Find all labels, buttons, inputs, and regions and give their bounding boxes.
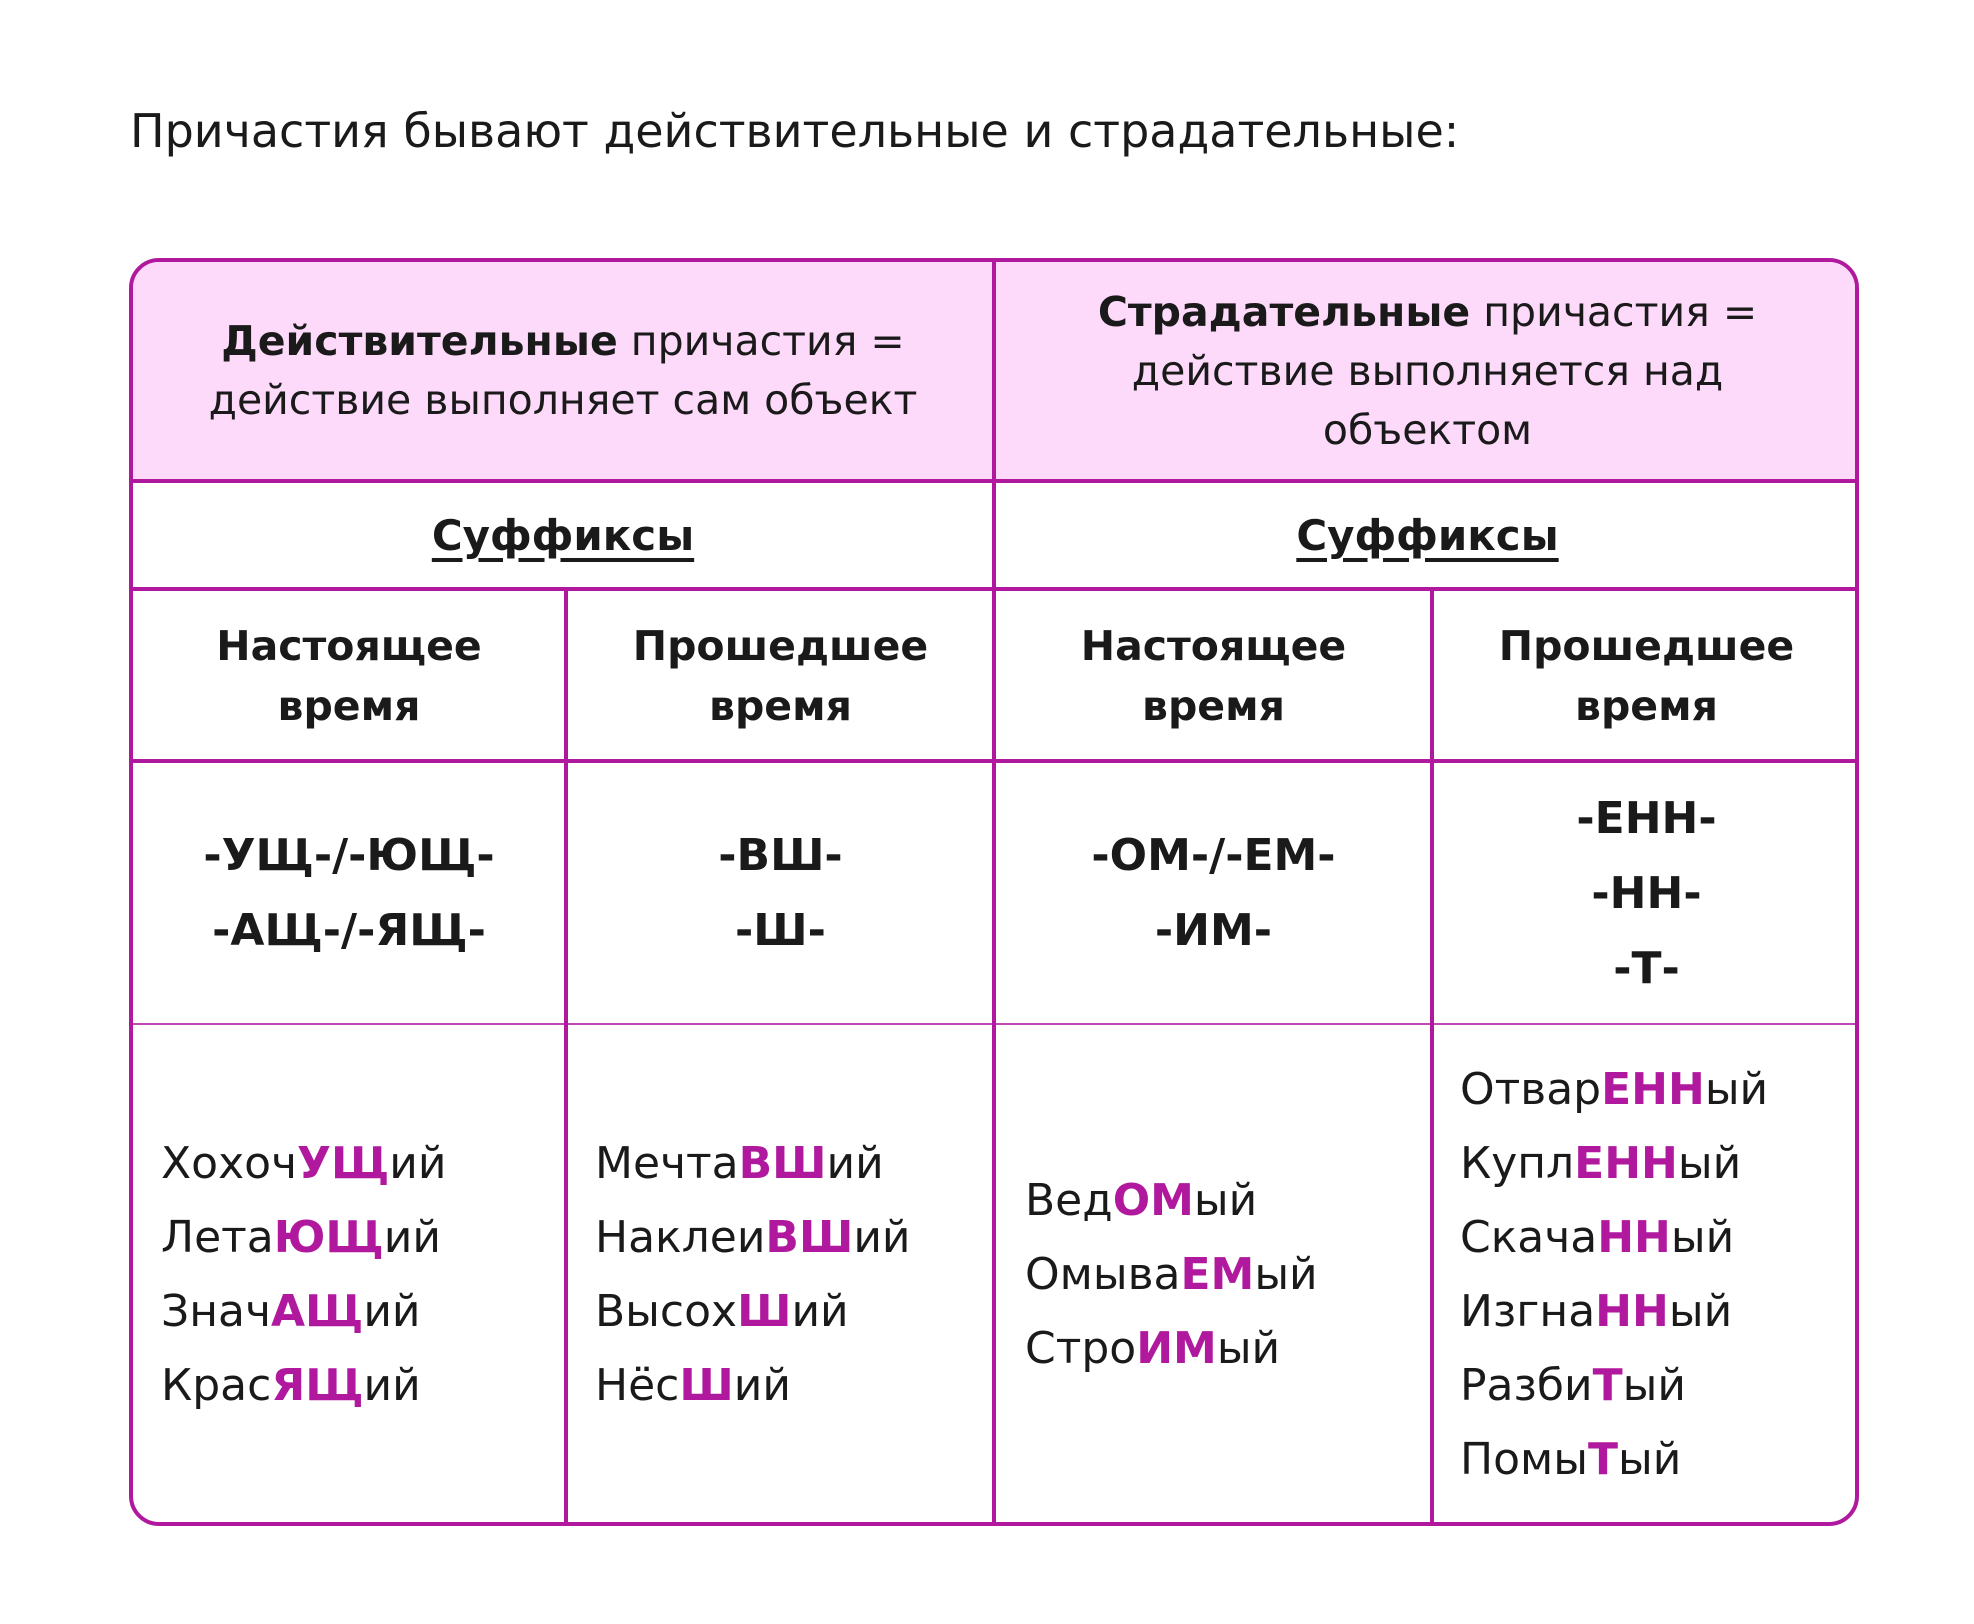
highlighted-suffix: Ш bbox=[737, 1286, 792, 1337]
example-word: СтроИМый bbox=[1025, 1323, 1281, 1374]
active-present-examples bbox=[161, 1025, 561, 1525]
passive-present-examples bbox=[1025, 1025, 1427, 1525]
example-word: ПомыТый bbox=[1460, 1434, 1682, 1485]
highlighted-suffix: ВШ bbox=[738, 1138, 827, 1189]
active-past-suffixes bbox=[568, 763, 993, 1023]
passive-suffixes-cell bbox=[996, 483, 1859, 588]
highlighted-suffix: Ш bbox=[679, 1360, 734, 1411]
tense-label: время bbox=[277, 681, 421, 730]
highlighted-suffix: АЩ bbox=[270, 1286, 364, 1337]
active-present-tense-cell bbox=[133, 591, 565, 760]
example-word: НаклеиВШий bbox=[595, 1212, 911, 1263]
tense-label: Прошедшее bbox=[1498, 621, 1795, 670]
example-word: КрасЯЩий bbox=[161, 1360, 421, 1411]
example-word: ЛетаЮЩий bbox=[161, 1212, 441, 1263]
highlighted-suffix: ЕНН bbox=[1601, 1064, 1705, 1115]
passive-definition-line2: объектом bbox=[1322, 405, 1533, 454]
passive-suffixes-label: Суффиксы bbox=[1296, 511, 1559, 560]
highlighted-suffix: Т bbox=[1587, 1434, 1618, 1485]
passive-header-cell bbox=[996, 262, 1859, 480]
tense-label: время bbox=[1575, 681, 1718, 730]
suffix-form: -Т- bbox=[1613, 942, 1680, 994]
intro-text: Причастия бывают действительные и страдательные: bbox=[130, 104, 1460, 158]
passive-header-line1 bbox=[1098, 283, 1757, 342]
suffix-form: -ЕНН- bbox=[1576, 792, 1717, 844]
suffix-form: -УЩ-/-ЮЩ- bbox=[203, 830, 495, 881]
example-word: ВедОМый bbox=[1025, 1175, 1258, 1226]
passive-past-examples bbox=[1460, 1025, 1856, 1525]
active-definition: действие выполняет сам объект bbox=[208, 376, 918, 424]
suffix-form: -НН- bbox=[1591, 867, 1702, 919]
highlighted-suffix: ЕНН bbox=[1574, 1138, 1678, 1189]
active-title-bold: Действительные bbox=[221, 317, 618, 365]
participles-table bbox=[129, 258, 1859, 1526]
suffix-form: -АЩ-/-ЯЩ- bbox=[212, 905, 486, 956]
example-word: РазбиТый bbox=[1460, 1360, 1686, 1411]
example-word: СкачаННый bbox=[1460, 1212, 1735, 1263]
passive-present-suffixes bbox=[996, 763, 1431, 1023]
example-word: ЗначАЩий bbox=[161, 1286, 421, 1337]
example-word: ИзгнаННый bbox=[1460, 1286, 1733, 1337]
tense-label: время bbox=[1142, 681, 1285, 730]
active-suffixes-cell bbox=[133, 483, 993, 588]
example-word: НёсШий bbox=[595, 1360, 791, 1411]
highlighted-suffix: ОМ bbox=[1112, 1175, 1194, 1226]
highlighted-suffix: Т bbox=[1592, 1360, 1623, 1411]
passive-definition-line1: действие выполняется над bbox=[1131, 346, 1724, 395]
suffix-form: -Ш- bbox=[735, 905, 826, 956]
highlighted-suffix: УЩ bbox=[297, 1138, 390, 1189]
passive-title-bold: Страдательные bbox=[1097, 287, 1471, 336]
tense-label: время bbox=[709, 681, 852, 730]
active-past-examples bbox=[595, 1025, 990, 1525]
highlighted-suffix: ВШ bbox=[765, 1212, 854, 1263]
suffix-form: -ИМ- bbox=[1154, 905, 1273, 956]
highlighted-suffix: НН bbox=[1597, 1212, 1671, 1263]
example-word: ОмываЕМый bbox=[1025, 1249, 1318, 1300]
tense-label: Настоящее bbox=[1080, 621, 1347, 670]
example-word: ОтварЕННый bbox=[1460, 1064, 1769, 1115]
highlighted-suffix: ИМ bbox=[1136, 1323, 1217, 1374]
passive-past-tense-cell bbox=[1434, 591, 1859, 760]
suffix-form: -ВШ- bbox=[718, 830, 843, 881]
example-word: ВысохШий bbox=[595, 1286, 849, 1337]
active-header-cell bbox=[133, 262, 993, 480]
example-word: ХохочУЩий bbox=[161, 1138, 447, 1189]
highlighted-suffix: ЮЩ bbox=[273, 1212, 384, 1263]
passive-past-suffixes bbox=[1434, 763, 1859, 1023]
active-past-tense-cell bbox=[568, 591, 993, 760]
passive-present-tense-cell bbox=[996, 591, 1431, 760]
passive-title-rest: причастия = bbox=[1470, 287, 1758, 336]
highlighted-suffix: НН bbox=[1595, 1286, 1669, 1337]
active-suffixes-label: Суффиксы bbox=[431, 511, 695, 560]
tense-label: Настоящее bbox=[216, 621, 482, 670]
highlighted-suffix: ЕМ bbox=[1180, 1249, 1255, 1300]
example-word: КуплЕННый bbox=[1460, 1138, 1742, 1189]
active-header-line1 bbox=[221, 312, 905, 371]
active-present-suffixes bbox=[133, 763, 565, 1023]
active-title-rest: причастия = bbox=[617, 317, 905, 365]
example-word: МечтаВШий bbox=[595, 1138, 884, 1189]
tense-label: Прошедшее bbox=[632, 621, 929, 670]
suffix-form: -ОМ-/-ЕМ- bbox=[1091, 830, 1336, 881]
highlighted-suffix: ЯЩ bbox=[271, 1360, 364, 1411]
